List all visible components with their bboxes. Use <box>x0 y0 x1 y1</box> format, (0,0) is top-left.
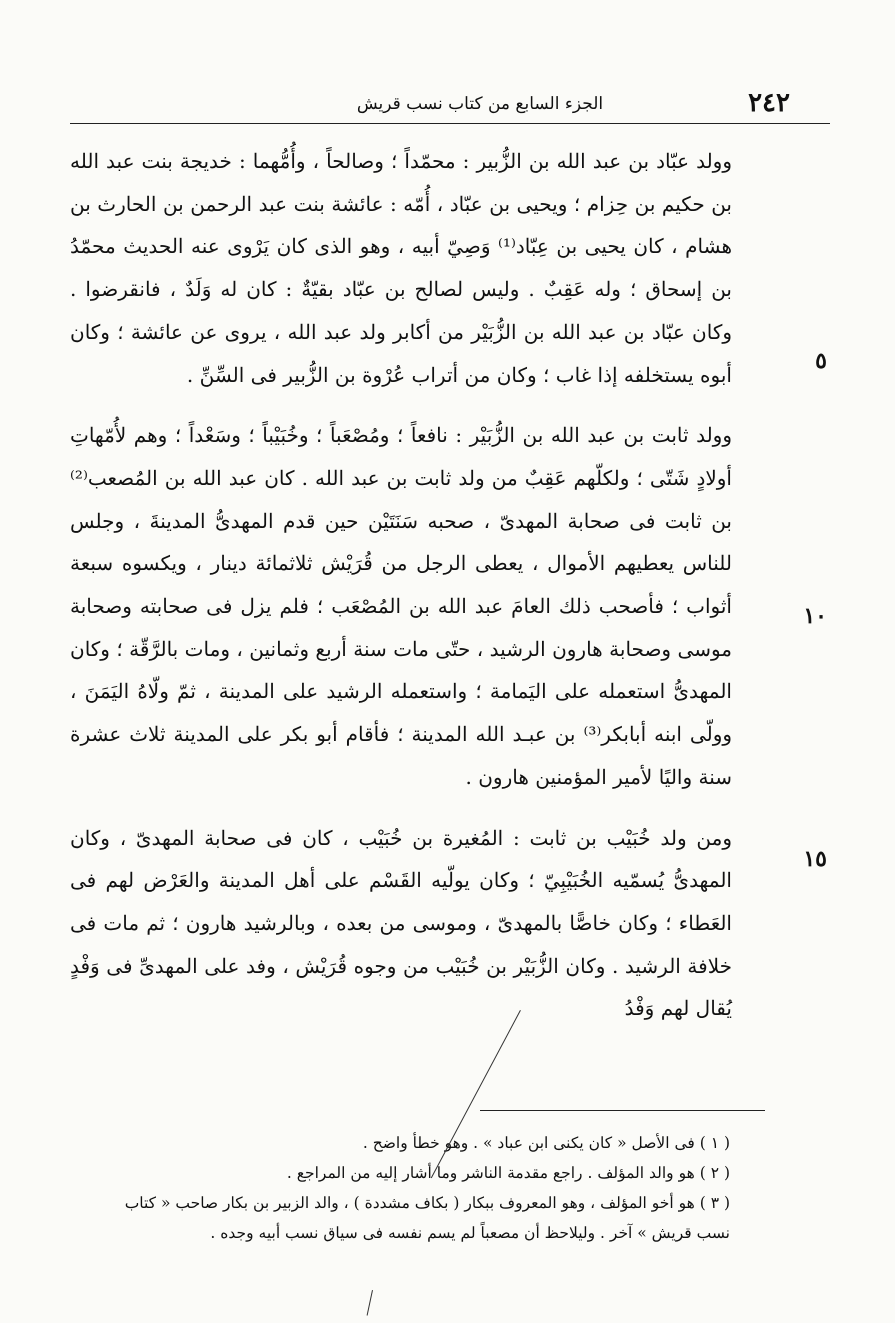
line-number-10: ١٠ <box>803 603 827 629</box>
paragraph-3: ومن ولد خُبَيْب بن ثابت : المُغيرة بن خُبَيْب ، كان فى صحابة المهدىّ ، وكان المهدىُّ يُسمّيه الخُبَيْبِيّ ؛ وكان يولّيه القَسْم على أهل المدينة والعَرْض لهم فى العَطاء ؛ وكان خاصًّا بالمهدىّ ، وموسى من بعده ، وبالرشيد هارون ؛ ثم مات فى خلافة الرشيد . وكان الزُّبَيْر بن خُبَيْب من وجوه قُرَيْش ، وفد على المهدىِّ فى وَفْدٍ يُقال لهم وَفْدُ <box>70 825 732 1021</box>
page-header <box>70 88 830 122</box>
footnote-2: ( ٢ ) هو والد المؤلف . راجع مقدمة الناشر وما أشار إليه من المراجع . <box>286 1164 730 1182</box>
main-text <box>70 140 732 1030</box>
page-number: ٢٤٢ <box>748 88 790 118</box>
paragraph-2: وولد ثابت بن عبد الله بن الزُّبَيْر : نافعاً ؛ ومُصْعَباً ؛ وخُبَيْباً ؛ وسَعْداً ؛ وهم لأُمّهاتِ أولادٍ شَتّى ؛ ولكلّهم عَقِبٌ من ولد ثابت بن عبد الله . كان عبد الله بن المُصعب⁽²⁾ بن ثابت فى صحابة المهدىّ ، صحبه سَنَتَيْن حين قدم المهدىُّ المدينةَ ، وجلس للناس يعطيهم الأموال ، يعطى الرجل من قُرَيْش ثلاثمائة دينار ، ويكسوه سبعة أثواب ؛ فأصحب ذلك العامَ عبد الله بن المُصْعَب ؛ فلم يزل فى صحابته وصحابة موسى وصحابة هارون الرشيد ، حتّى مات سنة أربع وثمانين ، ومات بالرَّقّة ؛ وكان المهدىُّ استعمله على اليَمامة ؛ واستعمله الرشيد على المدينة ، ثمّ ولّاهُ اليَمَنَ ، وولّى ابنه أبابكر⁽³⁾ بن عبـد الله المدينة ؛ فأقام أبو بكر على المدينة ثلاث عشرة سنة واليًا لأمير المؤمنين هارون . <box>70 423 733 789</box>
paragraph-1: وولد عبّاد بن عبد الله بن الزُّبير : محمّداً ؛ وصالحاً ، وأُمُّهما : خديجة بنت عبد الله بن حكيم بن حِزام ؛ ويحيى بن عبّاد ، أُمّه : عائشة بنت عبد الرحمن بن الحارث بن هشام ، كان يحيى بن عِبّاد⁽¹⁾ وَصِيّ أبيه ، وهو الذى كان يَرْوى عنه الحديث محمّدُ بن إسحاق ؛ وله عَقِبٌ . وليس لصالح بن عبّاد بقيّةٌ : كان له وَلَدٌ ، فانقرضوا . وكان عبّاد بن عبد الله بن الزُّبَيْر من أكابر ولد عبد الله ، يروى عن عائشة ؛ وكان أبوه يستخلفه إذا غاب ؛ وكان من أتراب عُرْوة بن الزُّبير فى السِّنِّ . <box>70 149 733 387</box>
footnote-3: ( ٣ ) هو أخو المؤلف ، وهو المعروف ببكار ( بكاف مشددة ) ، والد الزبير بن بكار صاحب « كتاب نسب قريش » آخر . وليلاحظ أن مصعباً لم يسم نفسه فى سياق نسب أبيه وجده . <box>124 1194 730 1242</box>
header-divider <box>70 123 830 124</box>
line-number-15: ١٥ <box>803 846 827 872</box>
line-number-5: ٥ <box>815 348 827 374</box>
running-head: الجزء السابع من كتاب نسب قريش <box>356 94 604 114</box>
pencil-mark-small <box>367 1290 373 1316</box>
footnote-divider <box>480 1110 765 1111</box>
footnote-1: ( ١ ) فى الأصل « كان يكنى ابن عباد » . وهو خطأ واضح . <box>362 1134 730 1152</box>
footnotes <box>110 1128 730 1248</box>
